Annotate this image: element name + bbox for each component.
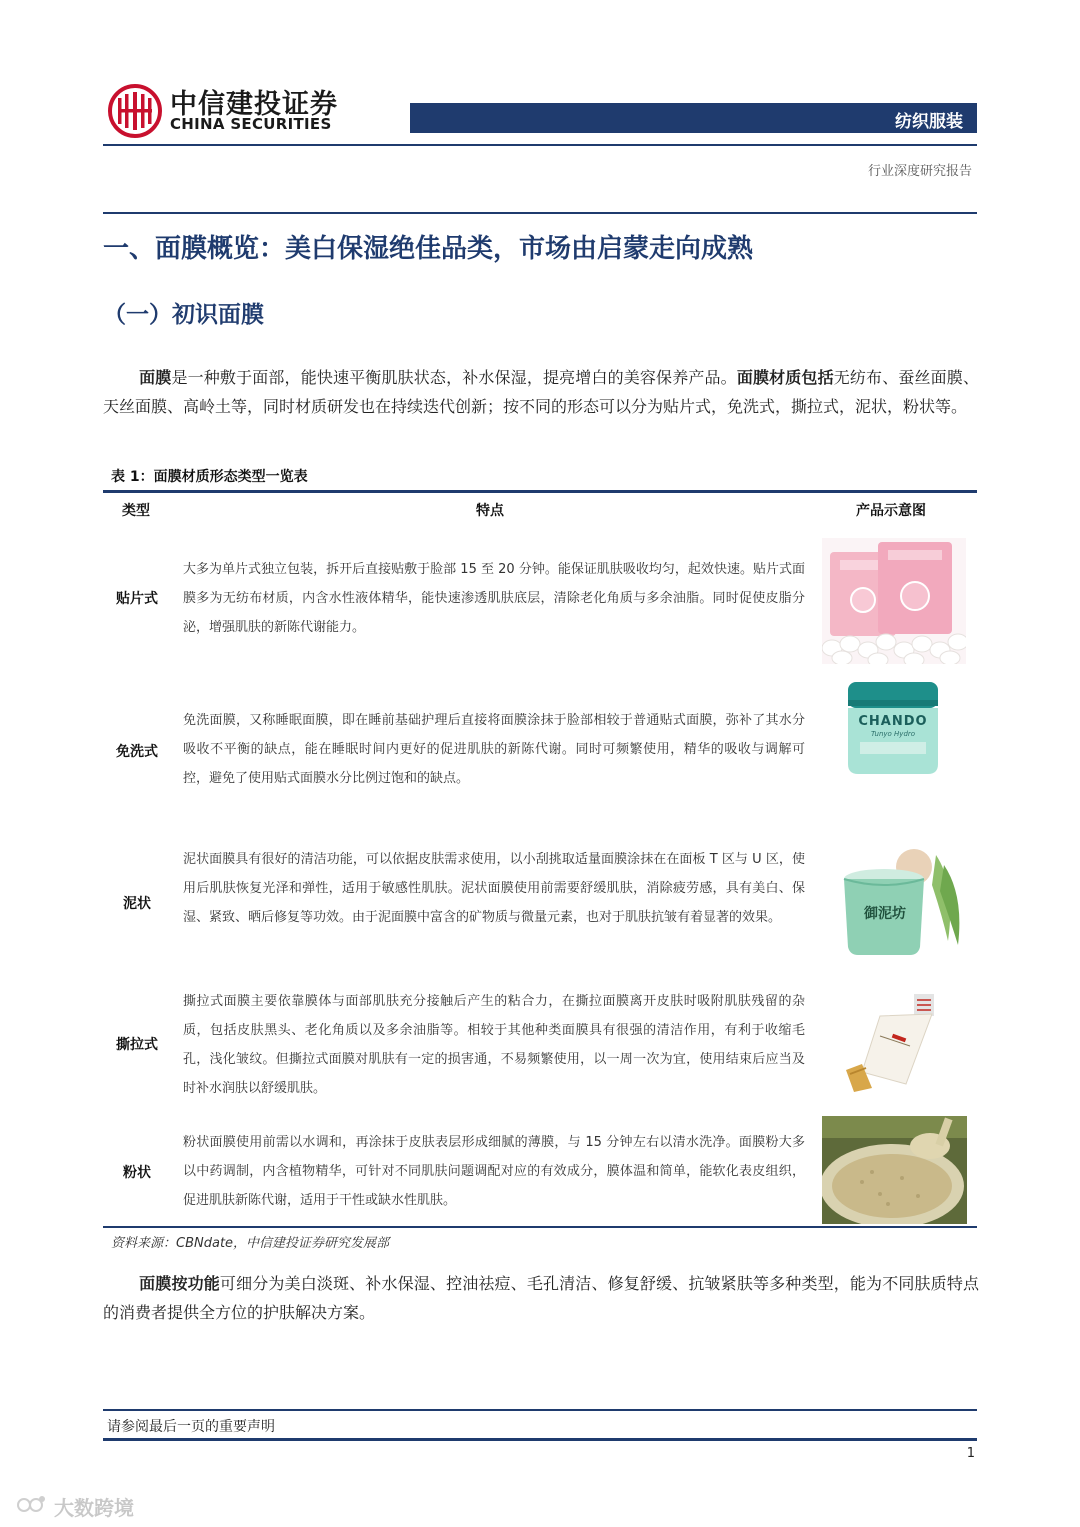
table-bottom-rule <box>103 1226 977 1228</box>
table-header-image: 产品示意图 <box>856 503 926 519</box>
footer-top-rule <box>103 1409 977 1411</box>
logo-english-name: CHINA SECURITIES <box>170 115 332 133</box>
section-divider <box>103 212 977 214</box>
function-lead-bold: 面膜按功能 <box>139 1274 220 1293</box>
row-type-peel-off: 撕拉式 <box>116 1037 158 1053</box>
header-divider <box>103 144 977 146</box>
jar-brand-label: CHANDO <box>858 714 928 729</box>
watermark-text: 大数跨境 <box>54 1496 134 1520</box>
china-securities-logo-icon <box>108 84 162 138</box>
watermark-logo-icon <box>16 1493 50 1517</box>
report-type-label: 行业深度研究报告 <box>867 164 972 179</box>
industry-banner <box>410 103 977 133</box>
peel-off-mask-tube-image <box>840 992 952 1094</box>
sleeping-mask-jar-image <box>846 680 940 776</box>
row-desc-sheet: 大多为单片式独立包装，拆开后直接贴敷于脸部 15 至 20 分钟。能保证肌肤吸收均匀，起效快速。贴片式面膜多为无纺布材质，内含水性液体精华，能快速渗透肌肤底层，清除老化角质与多余油脂。同时促使皮脂分泌，增强肌肤的新陈代谢能力。 <box>183 562 805 635</box>
row-type-powder: 粉状 <box>123 1165 151 1181</box>
row-type-mud: 泥状 <box>123 896 151 912</box>
mud-jar-shape-icon <box>832 845 964 957</box>
intro-material-bold: 面膜材质包括 <box>736 368 834 387</box>
sheet-mask-packets-image <box>822 538 966 664</box>
row-desc-powder: 粉状面膜使用前需以水调和，再涂抹于皮肤表层形成细腻的薄膜，与 15 分钟左右以清水洗净。面膜粉大多以中药调制，内含植物精华，可针对不同肌肤问题调配对应的有效成分，膜体温和简单，能软化表皮组织，促进肌肤新陈代谢，适用于干性或缺水性肌肤。 <box>183 1135 805 1208</box>
row-desc-mud: 泥状面膜具有很好的清洁功能，可以依据皮肤需求使用，以小刮挑取适量面膜涂抹在在面板 T 区与 U 区，使用后肌肤恢复光泽和弹性，适用于敏感性肌肤。泥状面膜使用前需要舒缓肌肤，消除疲劳感，具有美白、保湿、紧致、晒后修复等功效。由于泥面膜中富含的矿物质与微量元素，也对于肌肤抗皱有着显著的效果。 <box>183 852 805 925</box>
industry-label: 纺织服装 <box>895 112 963 132</box>
row-desc-peel-off: 撕拉式面膜主要依靠膜体与面部肌肤充分接触后产生的粘合力，在撕拉面膜离开皮肤时吸附肌肤残留的杂质，包括皮肤黑头、老化角质以及多余油脂等。相较于其他种类面膜具有很强的清洁作用，有利于收缩毛孔，浅化皱纹。但撕拉式面膜对肌肤有一定的损害通，不易频繁使用，以一周一次为宜，使用结束后应当及时补水润肤以舒缓肌肤。 <box>183 994 805 1096</box>
logo-chinese-name: 中信建投证券 <box>170 89 338 120</box>
powder-mask-bowl-image <box>822 1116 967 1224</box>
intro-paragraph <box>103 363 979 421</box>
section-title: 一、面膜概览：美白保湿绝佳品类，市场由启蒙走向成熟 <box>103 234 754 264</box>
mud-jar-brand-label: 御泥坊 <box>864 906 906 922</box>
subsection-title: （一）初识面膜 <box>103 302 264 328</box>
row-type-leave-on: 免洗式 <box>116 744 158 760</box>
intro-material-text: 无纺布、蚕丝面膜、天丝面膜、高岭土等，同时材质研发也在持续迭代创新；按不同的形态可以分为贴片式，免洗式，撕拉式，泥状，粉状等。 <box>103 368 979 416</box>
function-paragraph <box>103 1269 979 1327</box>
row-desc-leave-on: 免洗面膜，又称睡眠面膜，即在睡前基础护理后直接将面膜涂抹于脸部相较于普通贴式面膜，弥补了其水分吸收不平衡的缺点，能在睡眠时间内更好的促进肌肤的新陈代谢。同时可频繁使用，精华的吸收与调解可控，避免了使用贴式面膜水分比例过饱和的缺点。 <box>183 713 805 786</box>
footer-bottom-rule <box>103 1438 977 1441</box>
table-header-type: 类型 <box>122 503 150 519</box>
row-type-sheet: 贴片式 <box>116 591 158 607</box>
intro-lead-bold: 面膜 <box>139 368 172 387</box>
table-top-rule <box>103 490 977 493</box>
function-text: 可细分为美白淡斑、补水保湿、控油祛痘、毛孔清洁、修复舒缓、抗皱紧肤等多种类型，能为不同肤质特点的消费者提供全方位的护肤解决方案。 <box>103 1274 979 1322</box>
jar-product-label: Tunyo Hydro <box>870 730 916 738</box>
table-title: 表 1：面膜材质形态类型一览表 <box>111 469 308 485</box>
table-header-features: 特点 <box>476 503 504 519</box>
page-number: 1 <box>966 1446 975 1461</box>
footer-disclaimer: 请参阅最后一页的重要声明 <box>107 1419 275 1435</box>
mud-mask-jar-image <box>832 845 964 957</box>
table-source-note: 资料来源：CBNdate，中信建投证券研究发展部 <box>111 1236 390 1251</box>
intro-lead-text: 是一种敷于面部，能快速平衡肌肤状态，补水保湿，提亮增白的美容保养产品。 <box>171 368 737 387</box>
